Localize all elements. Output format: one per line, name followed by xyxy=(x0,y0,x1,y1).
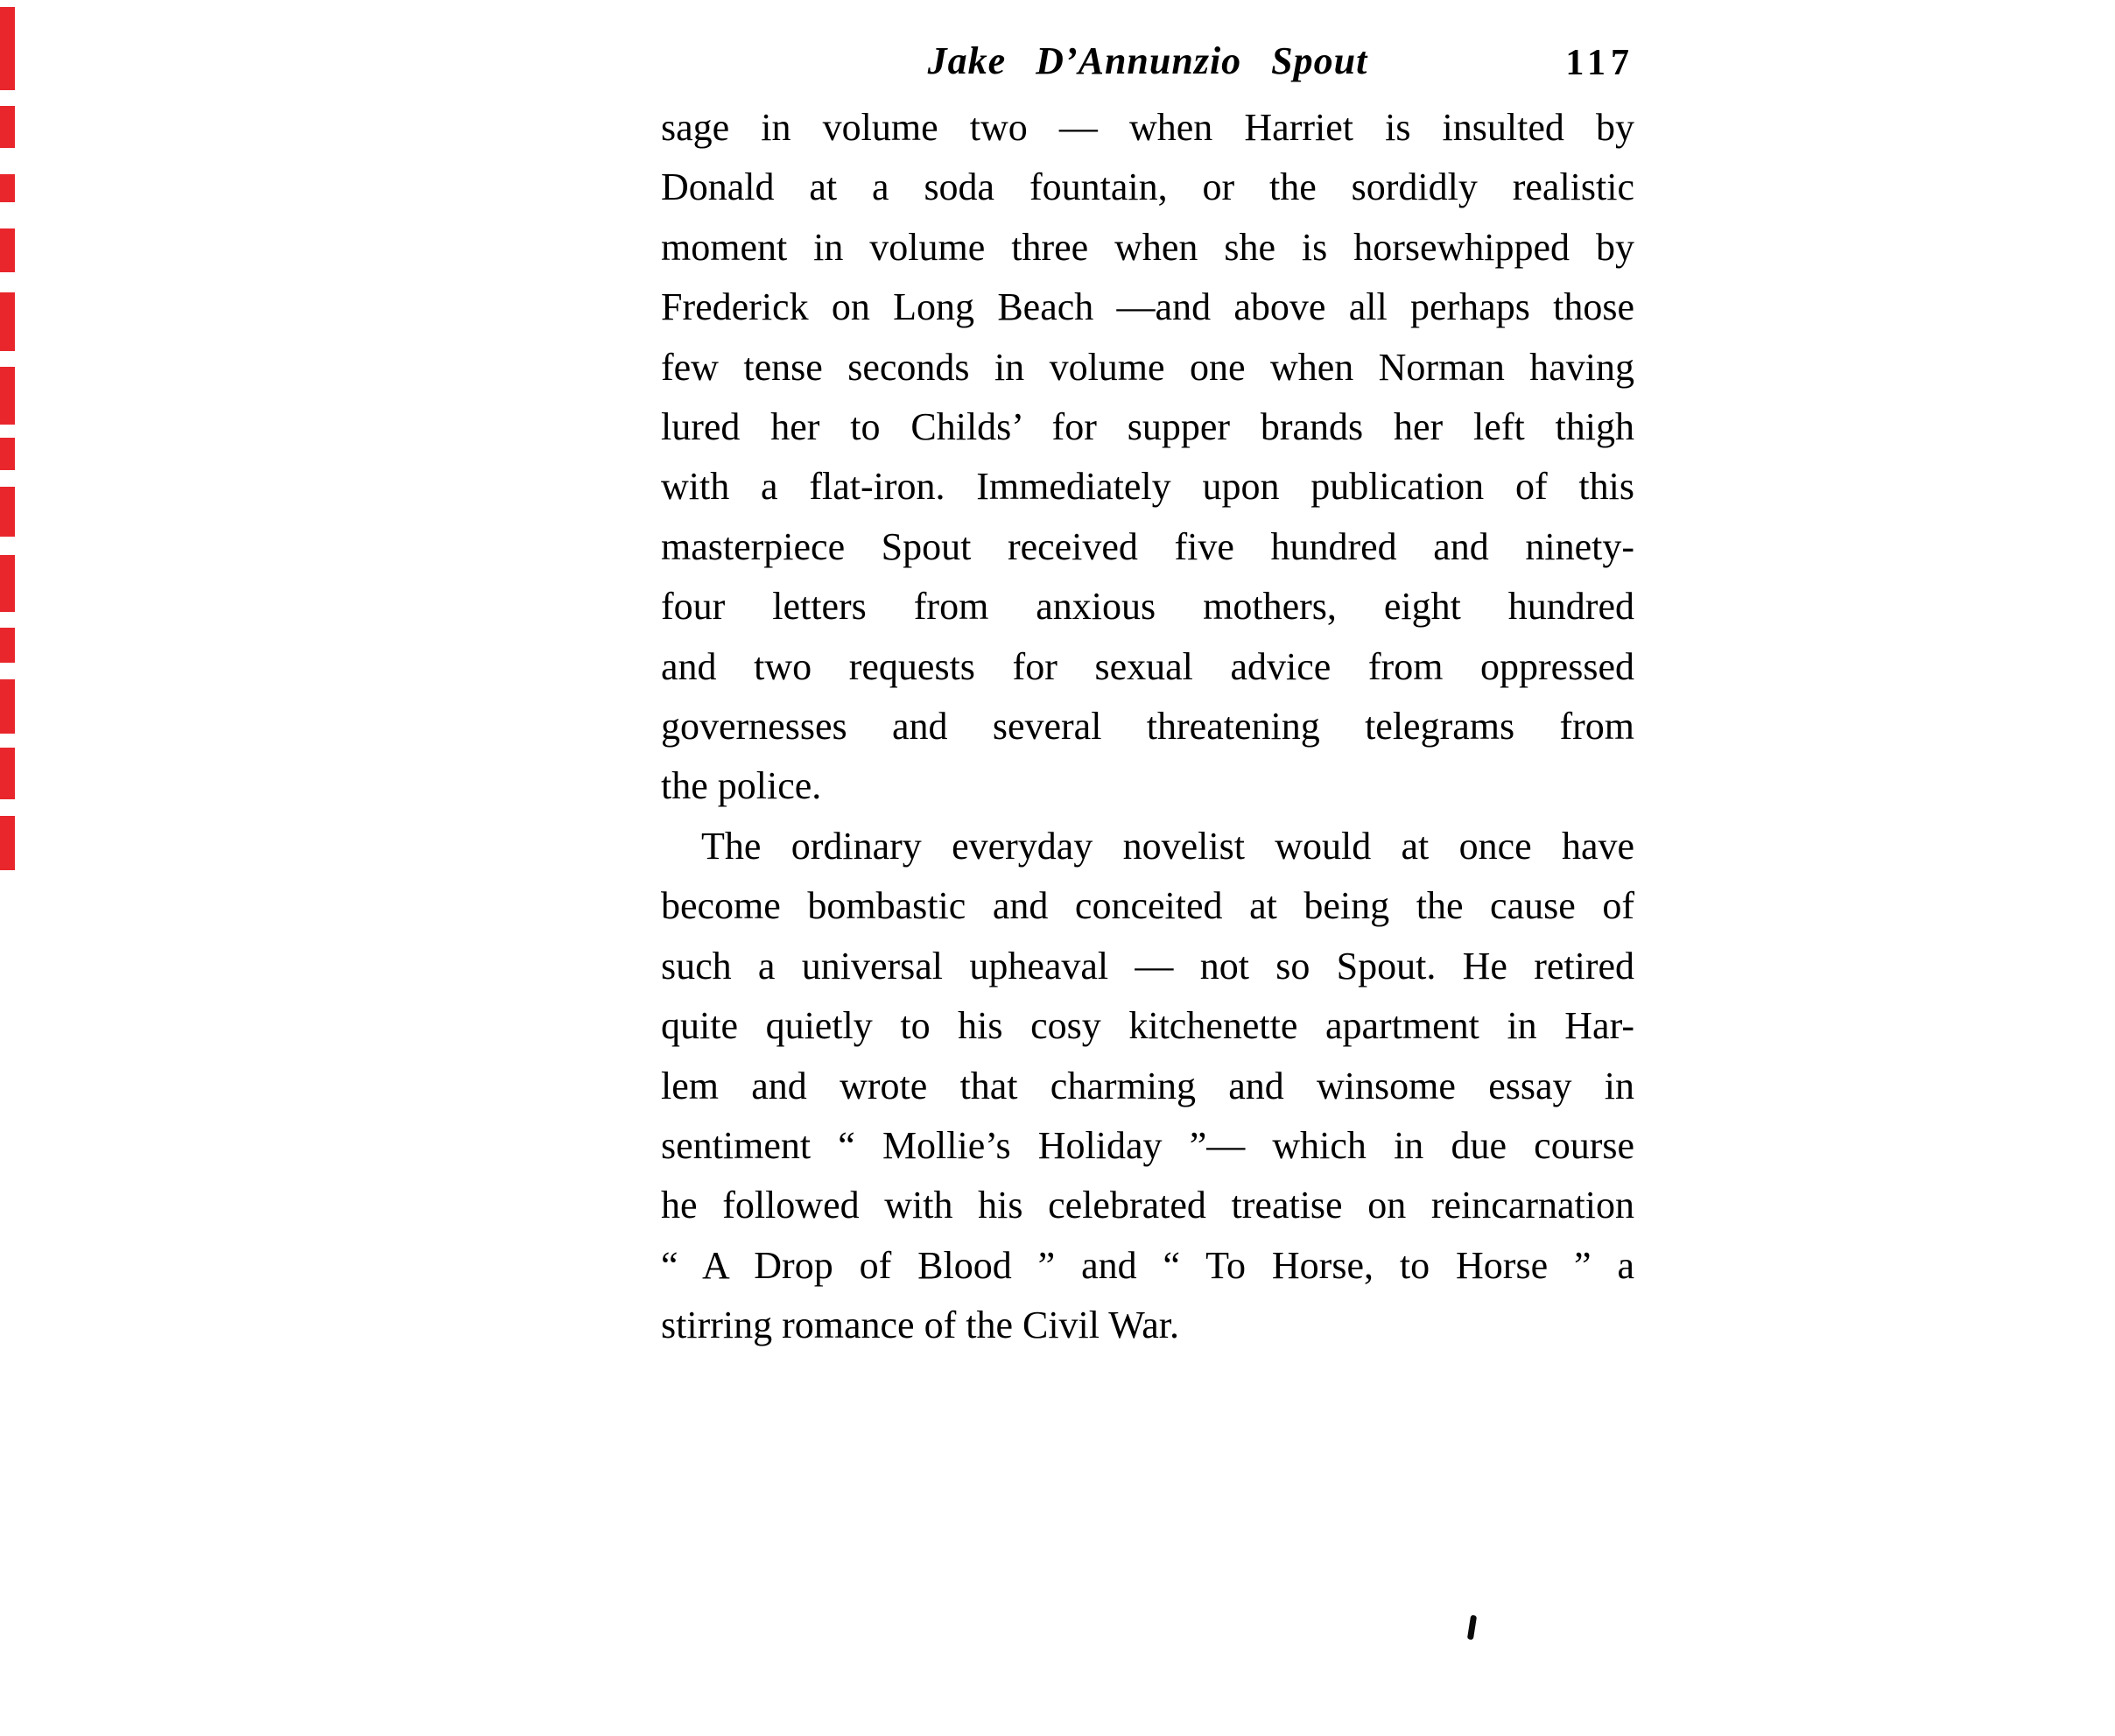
text-line: with a flat-iron. Immediately upon publication of this xyxy=(661,465,1634,509)
red-dash xyxy=(0,487,15,537)
text-line: and two requests for sexual advice from oppressed xyxy=(661,644,1634,688)
red-dash xyxy=(0,816,15,870)
text-line: stirring romance of the Civil War. xyxy=(661,1304,1179,1347)
text-line: The ordinary everyday novelist would at once have xyxy=(701,824,1634,868)
red-dash xyxy=(0,748,15,799)
text-line: such a universal upheaval — not so Spout. He retired xyxy=(661,944,1634,987)
text-line: quite quietly to his cosy kitchenette apartment in Har- xyxy=(661,1004,1634,1048)
red-edge-marks xyxy=(0,0,16,884)
text-line: moment in volume three when she is horsewhipped by xyxy=(661,225,1634,269)
red-dash xyxy=(0,228,15,272)
stray-ink-mark xyxy=(1467,1615,1477,1641)
paragraph xyxy=(661,817,1634,1356)
red-dash xyxy=(0,7,15,90)
paragraph xyxy=(661,98,1634,817)
body-text xyxy=(661,98,1634,1356)
text-line: Donald at a soda fountain, or the sordidly realistic xyxy=(661,165,1634,209)
text-line: lured her to Childs’ for supper brands her left thigh xyxy=(661,405,1634,449)
text-line: the police. xyxy=(661,764,822,808)
red-dash xyxy=(0,106,15,148)
page-number: 117 xyxy=(1565,43,1634,83)
text-line: Frederick on Long Beach —and above all perhaps those xyxy=(661,285,1634,329)
running-head xyxy=(661,37,1634,91)
text-line: four letters from anxious mothers, eight hundred xyxy=(661,585,1634,629)
text-line: masterpiece Spout received five hundred and ninety- xyxy=(661,524,1634,568)
red-dash xyxy=(0,367,15,425)
text-line: sentiment “ Mollie’s Holiday ”— which in due course xyxy=(661,1123,1634,1167)
text-line: lem and wrote that charming and winsome essay in xyxy=(661,1064,1634,1107)
chapter-title: Jake D’Annunzio Spout xyxy=(927,39,1368,82)
red-dash xyxy=(0,628,15,663)
text-line: he followed with his celebrated treatise on reincarnation xyxy=(661,1184,1634,1227)
red-dash xyxy=(0,292,15,351)
red-dash xyxy=(0,679,15,734)
text-line: “ A Drop of Blood ” and “ To Horse, to Horse ” a xyxy=(661,1243,1634,1287)
red-dash xyxy=(0,438,15,470)
red-dash xyxy=(0,555,15,612)
text-line: few tense seconds in volume one when Norman having xyxy=(661,345,1634,389)
text-line: sage in volume two — when Harriet is insulted by xyxy=(661,106,1634,149)
red-dash xyxy=(0,174,15,202)
text-line: become bombastic and conceited at being the cause of xyxy=(661,884,1634,928)
text-line: governesses and several threatening telegrams from xyxy=(661,705,1634,749)
